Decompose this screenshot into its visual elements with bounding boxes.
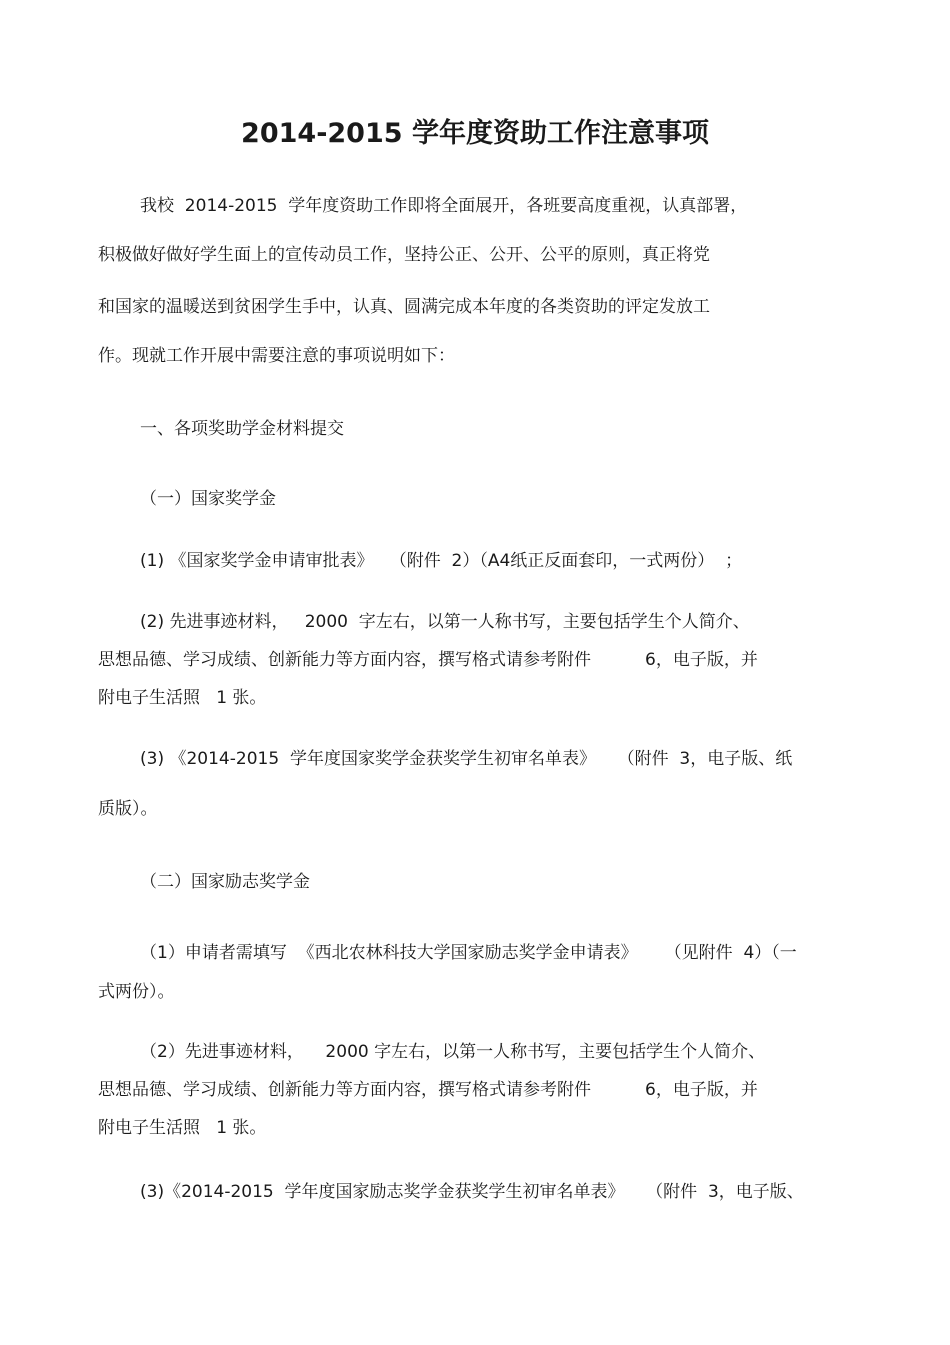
sub1-item-1-line-1: (1) 《国家奖学金申请审批表》 （附件 2）（A4纸正反面套印，一式两份） ；	[140, 551, 743, 571]
sub1-item-2-line-1: (2) 先进事迹材料， 2000 字左右，以第一人称书写，主要包括学生个人简介、	[140, 612, 750, 632]
sub2-item-1-line-1: （1）申请者需填写 《西北农林科技大学国家励志奖学金申请表》 （见附件 4）（一	[140, 943, 797, 963]
sub2-item-2-line-3: 附电子生活照 1 张。	[98, 1118, 267, 1138]
sub2-item-1-line-2: 式两份）。	[98, 982, 175, 1002]
intro-line-2: 积极做好做好学生面上的宣传动员工作，坚持公正、公开、公平的原则，真正将党	[98, 245, 710, 265]
intro-line-4: 作。现就工作开展中需要注意的事项说明如下：	[98, 346, 455, 366]
sub2-item-2-line-1: （2）先进事迹材料， 2000 字左右，以第一人称书写，主要包括学生个人简介、	[140, 1042, 766, 1062]
intro-line-1: 我校 2014-2015 学年度资助工作即将全面展开，各班要高度重视，认真部署，	[140, 196, 748, 216]
sub1-item-2-line-2: 思想品德、学习成绩、创新能力等方面内容，撰写格式请参考附件 6，电子版，并	[98, 650, 758, 670]
sub2-item-2-line-2: 思想品德、学习成绩、创新能力等方面内容，撰写格式请参考附件 6，电子版，并	[98, 1080, 758, 1100]
sub1-item-3-line-1: (3) 《2014-2015 学年度国家奖学金获奖学生初审名单表》 （附件 3，电子版、纸	[140, 749, 793, 769]
sub1-item-3-line-2: 质版）。	[98, 799, 158, 819]
intro-line-3: 和国家的温暖送到贫困学生手中，认真、圆满完成本年度的各类资助的评定发放工	[98, 297, 710, 317]
sub2-item-3-line-1: (3)《2014-2015 学年度国家励志奖学金获奖学生初审名单表》 （附件 3，电子版、	[140, 1182, 804, 1202]
subsection-1-heading: （一）国家奖学金	[140, 489, 276, 509]
subsection-2-heading: （二）国家励志奖学金	[140, 872, 310, 892]
section-1-heading: 一、各项奖助学金材料提交	[140, 419, 344, 439]
document-title: 2014-2015 学年度资助工作注意事项	[241, 118, 709, 149]
sub1-item-2-line-3: 附电子生活照 1 张。	[98, 688, 267, 708]
